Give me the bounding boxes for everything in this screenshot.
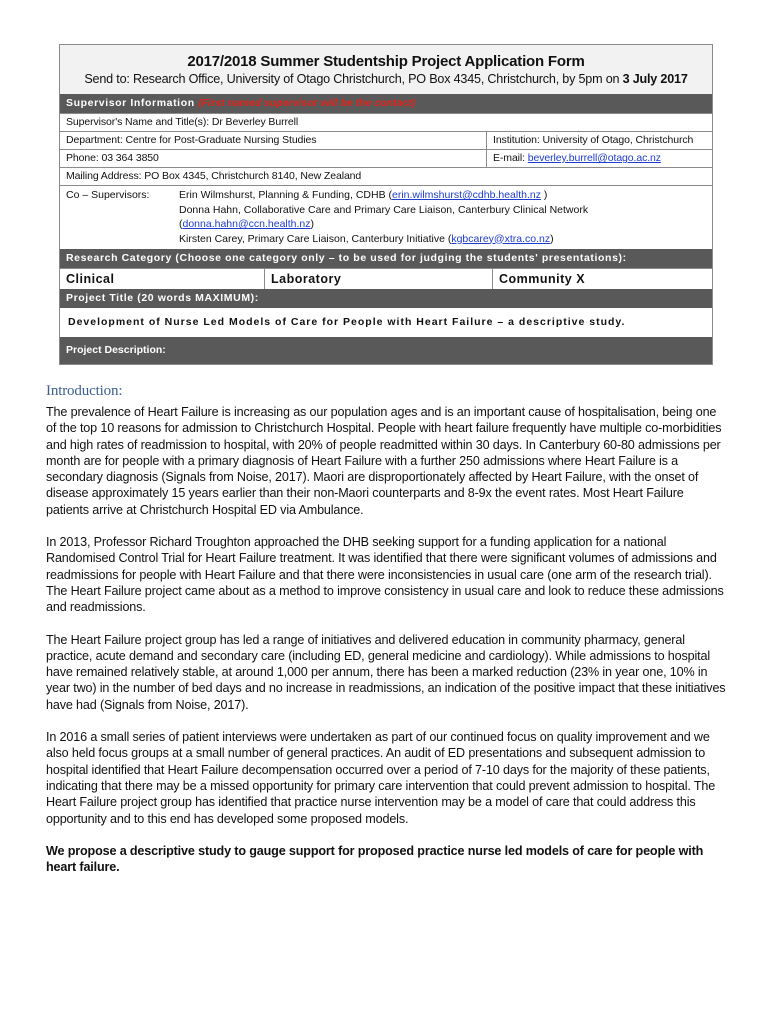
paragraph-4: In 2016 a small series of patient interviews were undertaken as part of our continued focus on quality improvement and we also held focus groups at a small number of general practices. An audit of ED presentations and subsequent admission to hospital identified that Heart Failure decompensation occurred over a period of 7-10 days for the majority of these patients, indicating that there may be a missed opportunity for primary care intervention that could prevent admission to hospital. The Heart Failure project group has identified that practice nurse intervention may be a model of care that could address this opportunity and to this end has developed some proposed models. [46, 730, 716, 826]
project-title: Development of Nurse Led Models of Care for People with Heart Failure – a descriptive study. [60, 308, 712, 337]
co-supervisor-1 [179, 188, 588, 203]
research-category-row [60, 268, 712, 289]
category-community[interactable]: Community X [499, 272, 586, 286]
department: Department: Centre for Post-Graduate Nursing Studies [60, 132, 487, 149]
co-supervisor-2-email-line [179, 217, 588, 232]
supervisor-name-row [60, 113, 712, 131]
form-subtitle [64, 71, 708, 88]
introduction-heading: Introduction: [46, 383, 123, 399]
contact-row [60, 149, 712, 167]
category-clinical[interactable]: Clinical [60, 269, 265, 289]
subtitle-text: Send to: Research Office, University of Otago Christchurch, PO Box 4345, Christchurch, by 5pm on [84, 72, 623, 86]
category-laboratory[interactable]: Laboratory [265, 269, 493, 289]
co-supervisors-list [179, 188, 588, 246]
paragraph-2: In 2013, Professor Richard Troughton approached the DHB seeking support for a funding application for a national Randomised Control Trial for Heart Failure treatment. It was identified that there were significant volumes of admissions and readmissions for people with Heart Failure and that there were inconsistencies in usual care (one arm of the research trial). The Heart Failure project came about as a method to improve consistency in usual care and look to reduce these admissions and readmissions. [46, 535, 724, 615]
project-title-bar: Project Title (20 words MAXIMUM): [60, 289, 712, 308]
email-label: E-mail: [493, 152, 528, 164]
subtitle-deadline: 3 July 2017 [622, 72, 688, 86]
mailing-address: Mailing Address: PO Box 4345, Christchurch 8140, New Zealand [66, 170, 362, 182]
institution: Institution: University of Otago, Christchurch [493, 134, 694, 146]
email-cell [487, 150, 667, 167]
paragraph-5-proposal: We propose a descriptive study to gauge support for proposed practice nurse led models of care for people with heart failure. [46, 843, 704, 875]
project-description-bar: Project Description: [60, 337, 712, 364]
co-supervisors-label: Co – Supervisors: [66, 189, 150, 201]
co-supervisor-2: Donna Hahn, Collaborative Care and Primary Care Liaison, Canterbury Clinical Network [179, 203, 589, 216]
mailing-address-row [60, 167, 712, 185]
research-category-bar: Research Category (Choose one category only – to be used for judging the students' presentations): [60, 249, 712, 268]
paragraph-1: The prevalence of Heart Failure is increasing as our population ages and is an important cause of hospitalisation, being one of the top 10 reasons for admission to Christchurch Hospital. People with heart failure frequently have multiple co-morbidities and high rates of readmission to hospital, with 20% of people readmitted within 30 days. In Canterbury 60-80 admissions per month are for people with a primary diagnosis of Heart Failure with a further 250 admissions where Heart Failure is a secondary diagnosis (Signals from Noise, 2017). Maori are disproportionately affected by Heart Failure, with the onset of disease approximately 15 years earlier than their non-Maori counterparts and 8-9x the event rates. Most Heart Failure patients arrive at Christchurch Hospital ED via Ambulance. [46, 405, 722, 517]
paragraph-3: The Heart Failure project group has led a range of initiatives and delivered education in community pharmacy, general practice, acute demand and secondary care (including ED, general medicine and cardiology). While admissions to hospital have remained relatively stable, at around 1,000 per annum, there has been a marked reduction (23% in year one, 10% in year two) in the number of bed days and no increase in readmissions, an indication of the positive impact that these initiatives have had (Signals from Noise, 2017). [46, 632, 726, 712]
department-row [60, 131, 712, 149]
supervisor-contact-note: (First named supervisor will be the contact) [198, 97, 416, 109]
co-supervisor-2-open: ( [179, 218, 183, 230]
supervisor-email-link[interactable]: beverley.burrell@otago.ac.nz [527, 152, 661, 164]
co-supervisor-3-end: ) [550, 232, 554, 245]
co-supervisor-3 [179, 232, 588, 247]
supervisor-info-bar [60, 94, 712, 113]
supervisor-info-label: Supervisor Information [66, 97, 195, 109]
co-supervisor-3-text: Kirsten Carey, Primary Care Liaison, Canterbury Initiative ( [179, 232, 452, 245]
phone: Phone: 03 364 3850 [60, 150, 487, 167]
co-supervisor-1-end: ) [540, 189, 548, 201]
co-supervisor-2-end: ) [310, 218, 315, 230]
form-title: 2017/2018 Summer Studentship Project Application Form [187, 53, 585, 70]
co-supervisors-row [60, 185, 712, 249]
supervisor-name: Supervisor's Name and Title(s): Dr Beverley Burrell [66, 116, 299, 128]
co-supervisor-2-email-link[interactable]: donna.hahn@ccn.health.nz [182, 218, 311, 230]
application-form [59, 44, 713, 365]
co-supervisor-1-text: Erin Wilmshurst, Planning & Funding, CDHB ( [179, 189, 392, 201]
co-supervisor-1-email-link[interactable]: erin.wilmshurst@cdhb.health.nz [392, 189, 541, 201]
form-header [60, 45, 712, 94]
co-supervisor-3-email-link[interactable]: kgbcarey@xtra.co.nz [451, 232, 551, 245]
project-description-body [46, 381, 726, 891]
